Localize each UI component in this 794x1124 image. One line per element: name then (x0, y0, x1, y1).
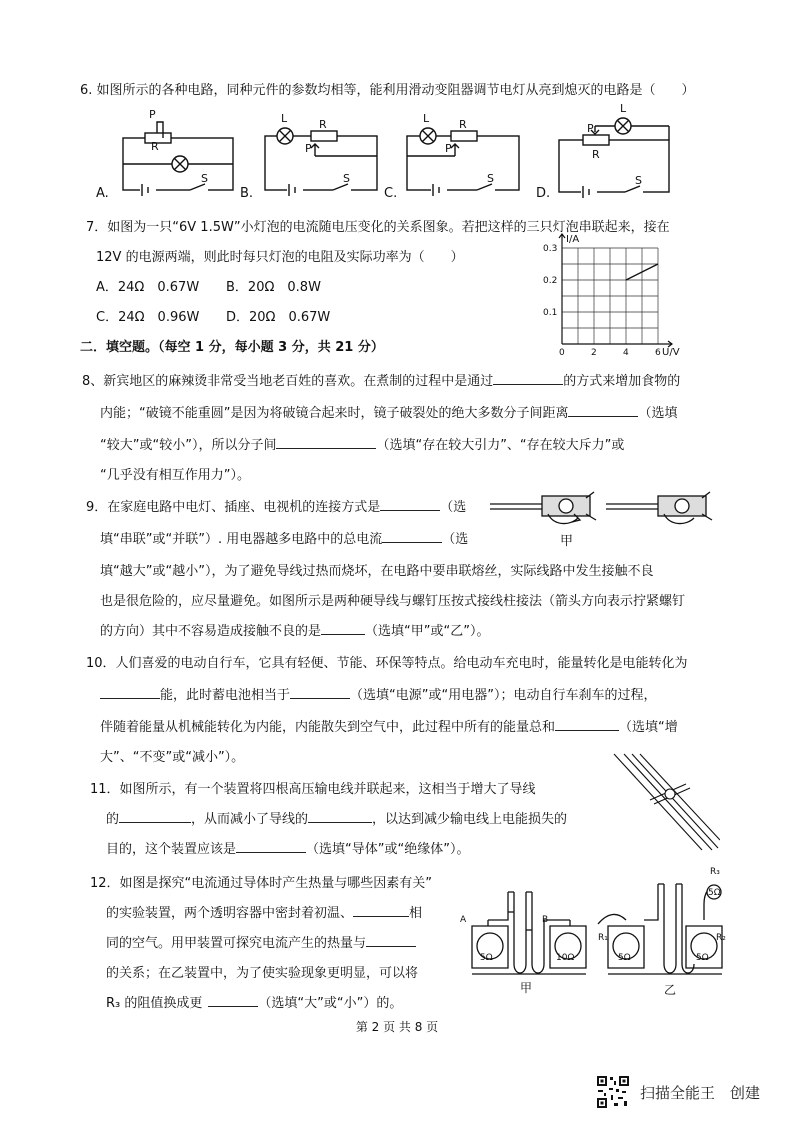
q9-text: （选填“甲”或“乙”）。 (365, 624, 490, 639)
fig-label-jia: 甲 (520, 981, 533, 995)
q7-option-b: B．20Ω 0.8W (226, 280, 321, 295)
q7-iu-chart (540, 232, 690, 362)
qr-code-icon (596, 1075, 630, 1109)
label-p: P (149, 108, 156, 121)
q10-line3 (100, 716, 678, 735)
q12-text: 相 (409, 906, 423, 921)
option-b-label: B. (240, 186, 254, 201)
q11-line1: 11．如图所示，有一个装置将四根高压输电线并联起来，这相当于增大了导线 (90, 782, 536, 797)
q10-line1: 10．人们喜爱的电动自行车，它具有轻便、节能、环保等特点。给电动车充电时，能量转化是电能转化为 (86, 656, 688, 671)
answer-blank[interactable] (208, 994, 258, 1007)
q10-text: （选填“增 (619, 720, 678, 735)
answer-blank[interactable] (236, 840, 306, 853)
q9-line2 (100, 528, 468, 547)
answer-blank[interactable] (100, 686, 160, 699)
answer-blank[interactable] (119, 810, 191, 823)
q12-line5 (106, 992, 402, 1011)
q10-line2 (100, 684, 656, 703)
q12-line2 (106, 902, 422, 921)
answer-blank[interactable] (382, 530, 442, 543)
answer-blank[interactable] (290, 686, 350, 699)
q7-stem-line2: 12V 的电源两端，则此时每只灯泡的电阻及实际功率为（ ） (96, 250, 464, 265)
option-c-label: C. (384, 186, 398, 201)
label-b: B (542, 915, 549, 925)
q10-line4: 大”、“不变”或“减小”）。 (100, 750, 245, 765)
q8-line2 (100, 402, 678, 421)
label-a: A (460, 915, 467, 925)
q6-circuit-figures (95, 100, 695, 200)
label-l: L (281, 112, 288, 125)
circuit-a (123, 122, 233, 196)
circuit-d (559, 118, 669, 198)
label-s: S (635, 174, 642, 187)
label-5ohm: 5Ω (618, 953, 631, 963)
circuit-c (407, 128, 519, 196)
circuit-b (265, 128, 377, 196)
q9-text: 填“串联”或“并联”）. 用电器越多电路中的总电流 (100, 532, 383, 547)
q7-option-c: C．24Ω 0.96W (96, 310, 200, 325)
label-s: S (201, 172, 208, 185)
answer-blank[interactable] (321, 622, 365, 635)
x-axis-label: U/V (662, 347, 680, 358)
label-r: R (151, 140, 159, 153)
q7-stem-line1: 7．如图为一只“6V 1.5W”小灯泡的电流随电压变化的关系图象。若把这样的三只灯泡串联起来，接在 (86, 220, 670, 235)
label-r2: R₂ (716, 933, 726, 943)
q11-line3 (106, 838, 469, 857)
x-tick-label: 0 (559, 348, 565, 358)
y-tick-label: 0.3 (543, 244, 558, 254)
q9-line1 (86, 496, 466, 515)
q9-text: 9．在家庭电路中电灯、插座、电视机的连接方式是 (86, 500, 381, 515)
q8-line1 (82, 370, 680, 389)
answer-blank[interactable] (380, 498, 440, 511)
fig-label-yi: 乙 (664, 983, 677, 997)
q9-line3: 填“越大”或“越小”），为了避免导线过热而烧坏，在电路中要串联熔丝，实际线路中发生接触不良 (100, 564, 654, 579)
answer-blank[interactable] (568, 404, 638, 417)
q8-line3 (100, 434, 624, 453)
q8-text: “较大”或“较小”），所以分子间 (100, 438, 277, 453)
x-tick-label: 2 (591, 348, 597, 358)
label-r: R (319, 118, 327, 131)
x-tick-label: 4 (623, 348, 629, 358)
q12-text: 的实验装置，两个透明容器中密封着初温、 (106, 906, 354, 921)
fig-label-jia: 甲 (560, 534, 574, 549)
label-5ohm: 5Ω (696, 953, 709, 963)
q12-text: 同的空气。用甲装置可探究电流产生的热量与 (106, 936, 367, 951)
q9-terminal-figures (490, 490, 720, 550)
q7-option-d: D．20Ω 0.67W (226, 310, 331, 325)
q12-line3 (106, 932, 416, 951)
answer-blank[interactable] (493, 372, 563, 385)
q8-text: （选填“存在较大引力”、“存在较大斥力”或 (376, 438, 625, 453)
label-s: S (487, 172, 494, 185)
y-axis-label: I/A (566, 234, 580, 245)
label-p: P (445, 142, 452, 155)
q10-text: （选填“电源”或“用电器”）；电动自行车刹车的过程， (350, 688, 657, 703)
q11-text: ，以达到减少输电线上电能损失的 (372, 812, 568, 827)
label-r3: R₃ (710, 867, 720, 877)
y-tick-label: 0.1 (543, 308, 558, 318)
answer-blank[interactable] (276, 436, 376, 449)
scanner-brand: 扫描全能王 创建 (640, 1084, 761, 1102)
q12-line4: 的关系；在乙装置中，为了使实验现象更明显，可以将 (106, 966, 419, 981)
q10-text: 能，此时蓄电池相当于 (160, 688, 291, 703)
q11-text: （选填“导体”或“绝缘体”）。 (306, 842, 470, 857)
label-r1: R₁ (598, 933, 608, 943)
label-r: R (592, 148, 600, 161)
q12-line1: 12．如图是探究“电流通过导体时产生热量与哪些因素有关” (90, 876, 433, 891)
answer-blank[interactable] (366, 934, 416, 947)
label-p: P (305, 142, 312, 155)
answer-blank[interactable] (555, 718, 619, 731)
x-tick-label: 6 (655, 348, 661, 358)
q7-option-a: A．24Ω 0.67W (96, 280, 200, 295)
q9-text: （选 (442, 532, 469, 547)
q8-text: （选填 (638, 406, 678, 421)
label-l: L (620, 102, 627, 115)
q9-line5 (100, 620, 489, 639)
q8-line4: “几乎没有相互作用力”）。 (100, 468, 250, 483)
option-d-label: D. (536, 186, 551, 201)
label-5ohm: 5Ω (480, 953, 493, 963)
option-a-label: A. (96, 186, 109, 201)
q6-stem: 6. 如图所示的各种电路，同种元件的参数均相等，能利用滑动变阻器调节电灯从亮到熄灭的电路是（ ） (80, 83, 695, 98)
q9-line4: 也是很危险的，应尽量避免。如图所示是两种硬导线与螺钉压按式接线柱接法（箭头方向表示拧紧螺钉 (100, 594, 686, 609)
y-tick-label: 0.2 (543, 276, 558, 286)
q8-text: 8、新宾地区的麻辣烫非常受当地老百姓的喜欢。在煮制的过程中是通过 (82, 374, 494, 389)
label-p: P (587, 122, 594, 135)
q9-text: 的方向）其中不容易造成接触不良的是 (100, 624, 322, 639)
q8-text: 的方式来增加食物的 (563, 374, 681, 389)
answer-blank[interactable] (308, 810, 372, 823)
label-l: L (423, 112, 430, 125)
q11-text: 目的，这个装置应该是 (106, 842, 237, 857)
q12-text: （选填“大”或“小”）的。 (258, 996, 403, 1011)
q11-power-lines-figure (610, 752, 720, 852)
q9-text: （选 (440, 500, 467, 515)
q8-text: 内能；“破镜不能重圆”是因为将破镜合起来时，镜子破裂处的绝大多数分子间距离 (100, 406, 569, 421)
label-r: R (459, 118, 467, 131)
section-heading: 二．填空题。（每空 1 分，每小题 3 分，共 21 分） (80, 340, 384, 355)
q11-text: ，从而减小了导线的 (191, 812, 309, 827)
answer-blank[interactable] (353, 904, 409, 917)
q10-text: 伴随着能量从机械能转化为内能，内能散失到空气中，此过程中所有的能量总和 (100, 720, 556, 735)
q11-line2 (106, 808, 567, 827)
label-5ohm: 5Ω (708, 888, 721, 898)
page-footer: 第 2 页 共 8 页 (355, 1020, 439, 1034)
q12-text: R₃ 的阻值换成更 (106, 996, 203, 1011)
label-10ohm: 10Ω (556, 953, 575, 963)
q11-text: 的 (106, 812, 120, 827)
q12-apparatus-figure (458, 864, 728, 1000)
label-s: S (343, 172, 350, 185)
